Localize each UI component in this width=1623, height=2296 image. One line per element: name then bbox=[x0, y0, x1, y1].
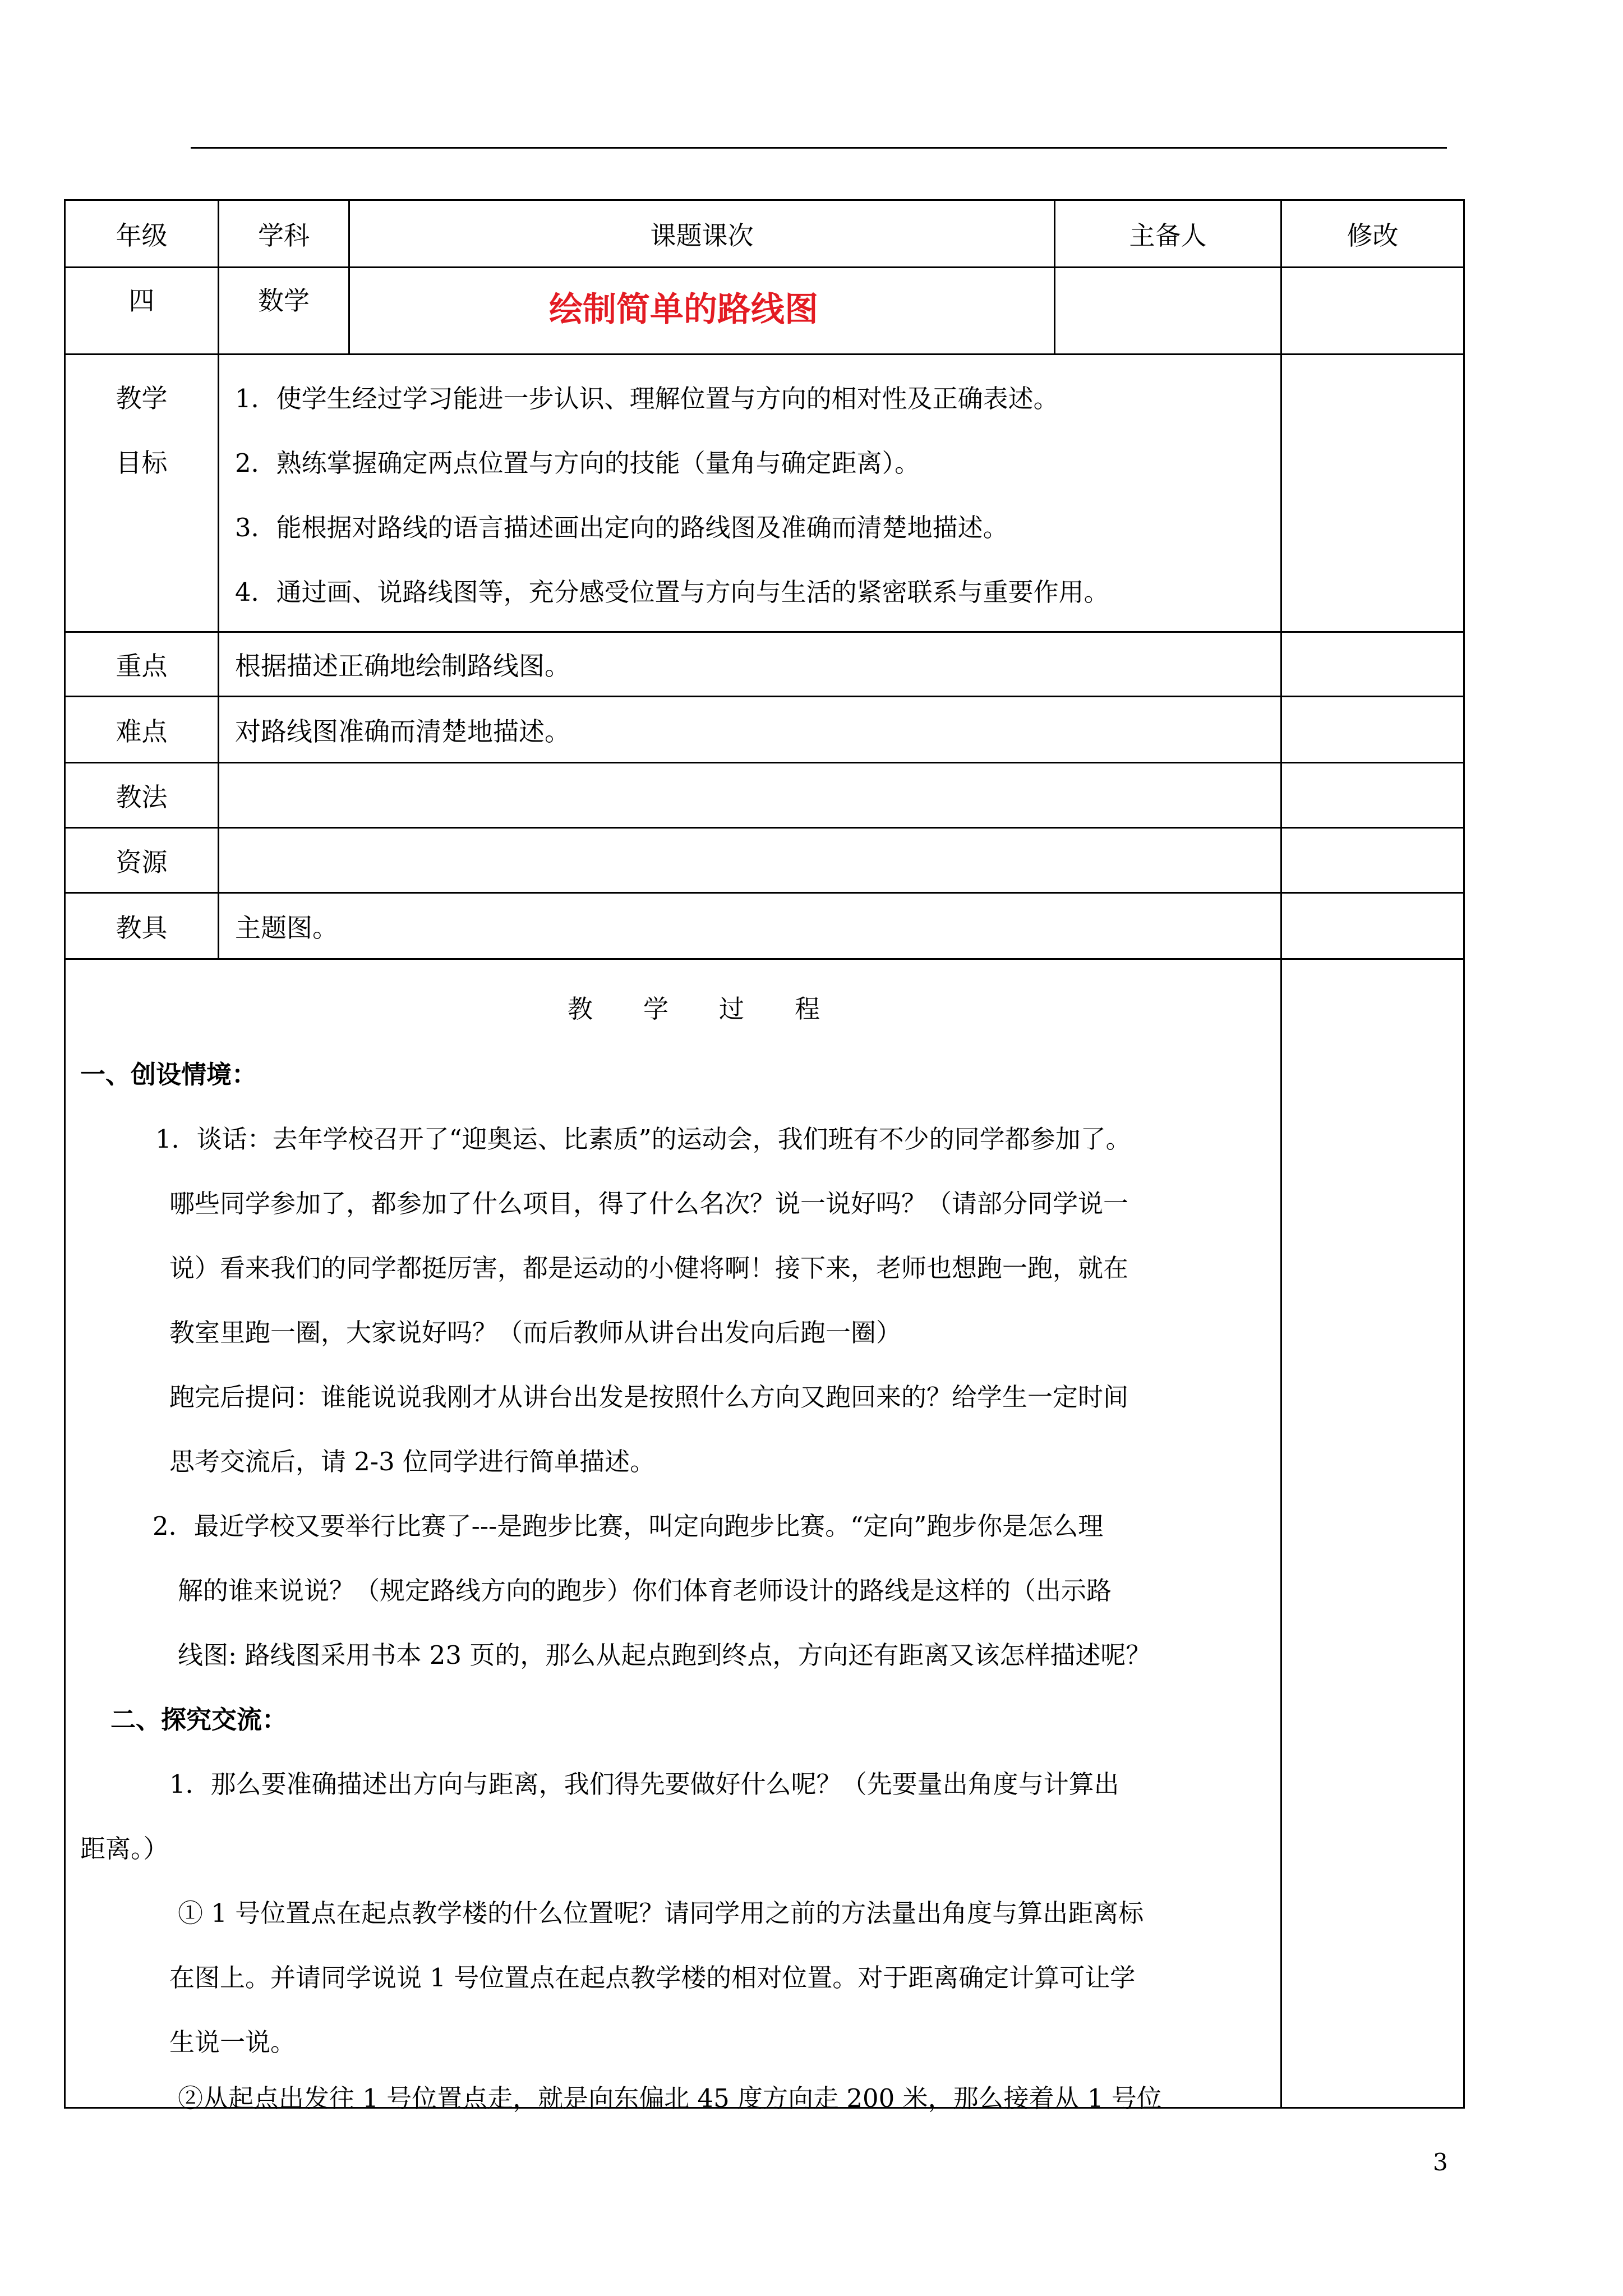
info-row bbox=[65, 268, 1464, 355]
page-number: 3 bbox=[1433, 2148, 1448, 2176]
process-revision bbox=[1281, 959, 1464, 2108]
goal-item-4: 4．通过画、说路线图等，充分感受位置与方向与生活的紧密联系与重要作用。 bbox=[235, 577, 1109, 607]
header-lead-preparer: 主备人 bbox=[1055, 200, 1281, 268]
tools-text: 主题图。 bbox=[219, 893, 1281, 959]
resource-row bbox=[65, 828, 1464, 893]
s1-paragraph-line: 2．最近学校又要举行比赛了---是跑步比赛，叫定向跑步比赛。“定向”跑步你是怎么理 bbox=[153, 1511, 1104, 1541]
section-2-heading: 二、探究交流： bbox=[110, 1705, 288, 1734]
goals-label-line1: 教学 bbox=[116, 383, 168, 413]
key-point-text: 根据描述正确地绘制路线图。 bbox=[219, 632, 1281, 697]
header-row bbox=[65, 200, 1464, 268]
s2-paragraph-line: 距离。） bbox=[80, 1834, 169, 1864]
s1-paragraph-line: 思考交流后，请 2-3 位同学进行简单描述。 bbox=[169, 1447, 656, 1476]
section-1-heading: 一、创设情境： bbox=[80, 1060, 257, 1089]
header-subject: 学科 bbox=[219, 200, 349, 268]
difficulty-text: 对路线图准确而清楚地描述。 bbox=[219, 697, 1281, 763]
lead-preparer-value bbox=[1055, 268, 1281, 355]
subject-value: 数学 bbox=[219, 268, 349, 355]
s1-paragraph-line: 1．谈话：去年学校召开了“迎奥运、比素质”的运动会，我们班有不少的同学都参加了。 bbox=[155, 1124, 1131, 1154]
goal-item-2: 2．熟练掌握确定两点位置与方向的技能（量角与确定距离）。 bbox=[235, 448, 920, 478]
difficulty-row bbox=[65, 697, 1464, 763]
method-revision bbox=[1281, 763, 1464, 828]
s2-paragraph-line: 在图上。并请同学说说 1 号位置点在起点教学楼的相对位置。对于距离确定计算可让学 bbox=[169, 1963, 1136, 1993]
s2-paragraph-line: ① 1 号位置点在起点教学楼的什么位置呢？请同学用之前的方法量出角度与算出距离标 bbox=[178, 1898, 1144, 1928]
revision-value bbox=[1281, 268, 1464, 355]
goals-label-line2: 目标 bbox=[116, 448, 168, 478]
tools-row bbox=[65, 893, 1464, 959]
s2-paragraph-line: 生说一说。 bbox=[169, 2027, 296, 2057]
s1-paragraph-line: 说）看来我们的同学都挺厉害，都是运动的小健将啊！接下来，老师也想跑一跑，就在 bbox=[169, 1253, 1129, 1283]
header-topic: 课题课次 bbox=[349, 200, 1055, 268]
s1-paragraph-line: 线图: 路线图采用书本 23 页的，那么从起点跑到终点，方向还有距离又该怎样描述呢？ bbox=[178, 1640, 1151, 1670]
s1-paragraph-line: 教室里跑一圈，大家说好吗？（而后教师从讲台出发向后跑一圈） bbox=[169, 1318, 902, 1347]
s2-paragraph-line: ②从起点出发往 1 号位置点走，就是向东偏北 45 度方向走 200 米，那么接着从 1 号位 bbox=[178, 2083, 1162, 2113]
s1-paragraph-line: 解的谁来说说？（规定路线方向的跑步）你们体育老师设计的路线是这样的（出示路 bbox=[178, 1576, 1112, 1605]
difficulty-revision bbox=[1281, 697, 1464, 763]
grade-value: 四 bbox=[65, 268, 219, 355]
method-row bbox=[65, 763, 1464, 828]
goals-revision bbox=[1281, 355, 1464, 632]
lesson-plan-table bbox=[64, 199, 1465, 2113]
key-point-row bbox=[65, 632, 1464, 697]
goals-label bbox=[65, 355, 219, 632]
resource-label: 资源 bbox=[65, 828, 219, 893]
method-label: 教法 bbox=[65, 763, 219, 828]
goal-item-3: 3．能根据对路线的语言描述画出定向的路线图及准确而清楚地描述。 bbox=[235, 513, 1008, 542]
lesson-title-cell bbox=[349, 268, 1055, 355]
goals-row bbox=[65, 355, 1464, 632]
tools-revision bbox=[1281, 893, 1464, 959]
s1-paragraph-line: 哪些同学参加了，都参加了什么项目，得了什么名次？说一说好吗？（请部分同学说一 bbox=[169, 1189, 1129, 1218]
s2-paragraph-line: 1．那么要准确描述出方向与距离，我们得先要做好什么呢？（先要量出角度与计算出 bbox=[169, 1769, 1119, 1799]
process-row bbox=[65, 959, 1464, 2108]
resource-text bbox=[219, 828, 1281, 893]
s1-paragraph-line: 跑完后提问：谁能说说我刚才从讲台出发是按照什么方向又跑回来的？给学生一定时间 bbox=[169, 1382, 1129, 1412]
goal-item-1: 1．使学生经过学习能进一步认识、理解位置与方向的相对性及正确表述。 bbox=[235, 384, 1059, 413]
header-grade: 年级 bbox=[65, 200, 219, 268]
tools-label: 教具 bbox=[65, 893, 219, 959]
lesson-title: 绘制简单的路线图 bbox=[549, 290, 818, 329]
header-rule bbox=[191, 147, 1447, 149]
header-revision: 修改 bbox=[1281, 200, 1464, 268]
key-point-revision bbox=[1281, 632, 1464, 697]
goals-content bbox=[219, 355, 1281, 632]
method-text bbox=[219, 763, 1281, 828]
teaching-process bbox=[65, 959, 1281, 2113]
key-point-label: 重点 bbox=[65, 632, 219, 697]
resource-revision bbox=[1281, 828, 1464, 893]
difficulty-label: 难点 bbox=[65, 697, 219, 763]
process-heading: 教 学 过 程 bbox=[568, 994, 820, 1024]
